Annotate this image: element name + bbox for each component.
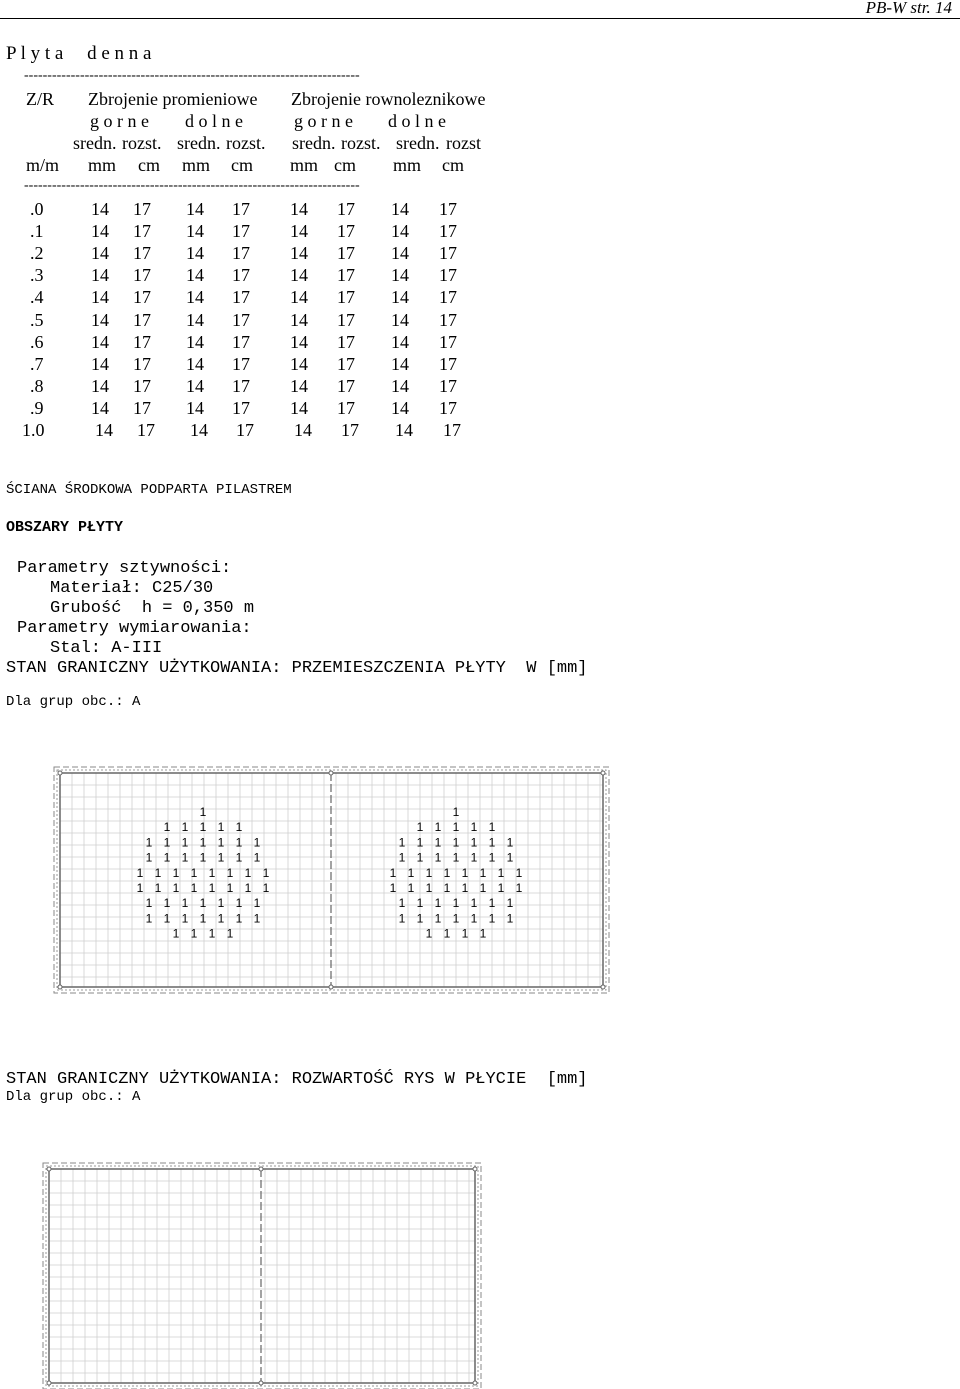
header-rule bbox=[0, 18, 960, 19]
table-cell: 17 bbox=[137, 420, 155, 440]
table-cell: 17 bbox=[133, 331, 151, 352]
plot-value-label: 1 bbox=[470, 896, 478, 911]
table-cell: 14 bbox=[290, 375, 308, 396]
table-cell: 14 bbox=[91, 331, 109, 352]
plot-value-label: 1 bbox=[470, 835, 478, 850]
table-cell: 17 bbox=[337, 199, 355, 219]
plot-value-label: 1 bbox=[163, 835, 171, 850]
table-cell: 14 bbox=[391, 221, 409, 242]
sub-label: sredn. bbox=[73, 133, 117, 153]
table-rule-top: ------------------------------------------------------------------------ bbox=[24, 68, 360, 83]
plot-value-label: 1 bbox=[452, 850, 460, 865]
plot-node bbox=[47, 1167, 51, 1171]
sub-label: sredn. bbox=[396, 133, 440, 153]
plot-value-label: 1 bbox=[488, 820, 496, 835]
table-cell: 14 bbox=[91, 309, 109, 330]
plot-value-label: 1 bbox=[190, 865, 198, 880]
table-cell: 17 bbox=[341, 420, 359, 440]
col-gorne-1: g o r n e bbox=[90, 111, 149, 131]
load-group: Dla grup obc.: A bbox=[6, 694, 141, 710]
unit-label: mm bbox=[88, 155, 117, 175]
plot-value-label: 1 bbox=[425, 926, 433, 941]
plot-value-label: 1 bbox=[181, 835, 189, 850]
plot-value-label: 1 bbox=[199, 911, 207, 926]
plot-value-label: 1 bbox=[244, 881, 252, 895]
table-cell: 14 bbox=[186, 243, 204, 264]
unit-label: cm bbox=[138, 155, 160, 175]
table-cell: 17 bbox=[439, 375, 457, 396]
plot-value-label: 1 bbox=[181, 911, 189, 926]
unit-label: cm bbox=[334, 155, 356, 175]
sub-label: rozst. bbox=[226, 133, 266, 153]
table-cell: 14 bbox=[186, 265, 204, 286]
table-cell: 14 bbox=[186, 353, 204, 374]
table-cell: 14 bbox=[91, 199, 109, 219]
table-cell: 17 bbox=[337, 243, 355, 264]
plot-value-label: 1 bbox=[443, 926, 451, 941]
sub-label: sredn. bbox=[292, 133, 336, 153]
table-cell: 14 bbox=[290, 243, 308, 264]
table-cell: 17 bbox=[337, 287, 355, 308]
table-row-label: .4 bbox=[30, 287, 44, 308]
table-cell: 17 bbox=[133, 287, 151, 308]
plot-value-label: 1 bbox=[172, 926, 180, 941]
plot-value-label: 1 bbox=[154, 881, 162, 895]
plot-value-label: 1 bbox=[416, 835, 424, 850]
table-cell: 17 bbox=[133, 397, 151, 418]
table-row-label: .7 bbox=[30, 353, 44, 374]
table-cell: 14 bbox=[391, 243, 409, 264]
plot-value-label: 1 bbox=[181, 896, 189, 911]
table-row-label: .3 bbox=[30, 265, 44, 286]
plot-value-label: 1 bbox=[253, 896, 261, 911]
table-row-label: .0 bbox=[30, 199, 44, 219]
plot-node bbox=[601, 771, 605, 775]
plot-value-label: 1 bbox=[262, 865, 270, 880]
plot-value-label: 1 bbox=[407, 881, 415, 895]
table-cell: 17 bbox=[232, 243, 250, 264]
plot-value-label: 1 bbox=[398, 911, 406, 926]
plot-frame bbox=[49, 1169, 475, 1383]
sub-label: rozst bbox=[446, 133, 481, 153]
plot-node bbox=[473, 1167, 477, 1171]
table-cell: 17 bbox=[133, 353, 151, 374]
plot-value-label: 1 bbox=[199, 820, 207, 835]
plot-value-label: 1 bbox=[235, 835, 243, 850]
load-group: Dla grup obc.: A bbox=[6, 1089, 141, 1105]
displacement-plot bbox=[40, 765, 620, 995]
section-title: P l y t a d e n n a bbox=[6, 43, 152, 64]
plot-value-label: 1 bbox=[479, 926, 487, 941]
plot-node bbox=[58, 985, 62, 989]
sgu-displacement-title: STAN GRANICZNY UŻYTKOWANIA: PRZEMIESZCZENIA PŁYTY W [mm] bbox=[6, 659, 588, 678]
plot-value-label: 1 bbox=[452, 911, 460, 926]
table-cell: 17 bbox=[439, 353, 457, 374]
plot-value-label: 1 bbox=[253, 850, 261, 865]
table-cell: 17 bbox=[232, 353, 250, 374]
table-row-label: .9 bbox=[30, 397, 44, 418]
table-cell: 14 bbox=[391, 375, 409, 396]
plot-value-label: 1 bbox=[163, 911, 171, 926]
table-cell: 14 bbox=[91, 243, 109, 264]
table-cell: 17 bbox=[133, 199, 151, 219]
plot-value-label: 1 bbox=[470, 911, 478, 926]
plot-node bbox=[58, 771, 62, 775]
plot-value-label: 1 bbox=[389, 881, 397, 895]
table-cell: 14 bbox=[391, 397, 409, 418]
table-cell: 14 bbox=[290, 331, 308, 352]
plot-value-label: 1 bbox=[208, 881, 216, 895]
col-zr: Z/R bbox=[26, 89, 55, 109]
plot-node bbox=[473, 1381, 477, 1385]
plot-node bbox=[329, 985, 333, 989]
plot-value-label: 1 bbox=[461, 926, 469, 941]
table-cell: 17 bbox=[133, 309, 151, 330]
plot-value-label: 1 bbox=[506, 911, 514, 926]
table-cell: 14 bbox=[391, 331, 409, 352]
table-cell: 14 bbox=[294, 420, 312, 440]
plot-value-label: 1 bbox=[217, 850, 225, 865]
plot-value-label: 1 bbox=[217, 911, 225, 926]
table-row-label: .8 bbox=[30, 375, 44, 396]
table-cell: 17 bbox=[232, 199, 250, 219]
table-cell: 17 bbox=[133, 221, 151, 242]
design-params: Parametry wymiarowania: bbox=[17, 619, 252, 638]
plot-value-label: 1 bbox=[199, 835, 207, 850]
plot-value-label: 1 bbox=[190, 926, 198, 941]
plot-value-label: 1 bbox=[479, 865, 487, 880]
table-cell: 17 bbox=[232, 375, 250, 396]
plot-value-label: 1 bbox=[506, 835, 514, 850]
table-cell: 14 bbox=[186, 199, 204, 219]
table-row-label: 1.0 bbox=[22, 420, 45, 440]
unit-label: m/m bbox=[26, 155, 60, 175]
plot-value-label: 1 bbox=[416, 820, 424, 835]
table-cell: 14 bbox=[186, 397, 204, 418]
plot-value-label: 1 bbox=[416, 911, 424, 926]
table-cell: 14 bbox=[91, 265, 109, 286]
plot-value-label: 1 bbox=[199, 896, 207, 911]
plot-value-label: 1 bbox=[398, 896, 406, 911]
table-cell: 14 bbox=[186, 375, 204, 396]
plot-value-label: 1 bbox=[145, 896, 153, 911]
table-cell: 14 bbox=[186, 309, 204, 330]
plot-value-label: 1 bbox=[226, 926, 234, 941]
table-cell: 14 bbox=[186, 331, 204, 352]
plot-value-label: 1 bbox=[443, 881, 451, 895]
plot-value-label: 1 bbox=[461, 865, 469, 880]
table-cell: 17 bbox=[232, 221, 250, 242]
plot-value-label: 1 bbox=[416, 896, 424, 911]
unit-label: cm bbox=[442, 155, 464, 175]
plot-value-label: 1 bbox=[199, 805, 207, 819]
plot-value-label: 1 bbox=[163, 850, 171, 865]
table-cell: 14 bbox=[95, 420, 113, 440]
table-row-label: .6 bbox=[30, 331, 44, 352]
plot-value-label: 1 bbox=[479, 881, 487, 895]
table-cell: 17 bbox=[439, 309, 457, 330]
plot-value-label: 1 bbox=[452, 896, 460, 911]
table-cell: 17 bbox=[133, 375, 151, 396]
thickness: Grubość h = 0,350 m bbox=[50, 599, 255, 618]
unit-label: mm bbox=[393, 155, 422, 175]
plot-value-label: 1 bbox=[488, 835, 496, 850]
plot-value-label: 1 bbox=[172, 865, 180, 880]
table-cell: 17 bbox=[439, 199, 457, 219]
sub-label: sredn. bbox=[177, 133, 221, 153]
plot-value-label: 1 bbox=[452, 820, 460, 835]
plot-value-label: 1 bbox=[253, 911, 261, 926]
plot-value-label: 1 bbox=[425, 881, 433, 895]
plot-value-label: 1 bbox=[506, 896, 514, 911]
table-cell: 14 bbox=[391, 199, 409, 219]
plot-value-label: 1 bbox=[235, 896, 243, 911]
material: Materiał: C25/30 bbox=[50, 579, 214, 598]
col-gorne-2: g o r n e bbox=[294, 111, 353, 131]
table-cell: 17 bbox=[337, 265, 355, 286]
table-cell: 17 bbox=[337, 375, 355, 396]
plot-value-label: 1 bbox=[470, 850, 478, 865]
plot-value-label: 1 bbox=[488, 850, 496, 865]
sub-label: rozst. bbox=[122, 133, 162, 153]
table-cell: 14 bbox=[190, 420, 208, 440]
plot-value-label: 1 bbox=[434, 911, 442, 926]
table-cell: 14 bbox=[290, 221, 308, 242]
table-cell: 14 bbox=[186, 221, 204, 242]
plot-value-label: 1 bbox=[235, 820, 243, 835]
steel: Stal: A-III bbox=[50, 639, 163, 658]
table-cell: 14 bbox=[290, 265, 308, 286]
plot-value-label: 1 bbox=[226, 865, 234, 880]
table-cell: 17 bbox=[337, 397, 355, 418]
table-cell: 17 bbox=[439, 265, 457, 286]
stiffness-params: Parametry sztywności: bbox=[17, 559, 232, 578]
table-cell: 17 bbox=[337, 221, 355, 242]
table-cell: 17 bbox=[133, 243, 151, 264]
plot-value-label: 1 bbox=[497, 865, 505, 880]
table-cell: 14 bbox=[91, 353, 109, 374]
table-cell: 14 bbox=[186, 287, 204, 308]
plot-value-label: 1 bbox=[488, 911, 496, 926]
plot-value-label: 1 bbox=[434, 850, 442, 865]
page-label: PB-W str. 14 bbox=[865, 0, 952, 17]
plot-value-label: 1 bbox=[136, 881, 144, 895]
areas-title: OBSZARY PŁYTY bbox=[6, 519, 124, 536]
unit-label: mm bbox=[290, 155, 319, 175]
table-cell: 17 bbox=[439, 221, 457, 242]
table-row-label: .5 bbox=[30, 309, 44, 330]
table-rule-bottom: ------------------------------------------------------------------------ bbox=[24, 178, 360, 193]
plot-node bbox=[259, 1167, 263, 1171]
col-rownoleznikowe: Zbrojenie rownoleznikowe bbox=[291, 89, 486, 109]
wall-title: ŚCIANA ŚRODKOWA PODPARTA PILASTREM bbox=[6, 482, 292, 498]
plot-node bbox=[329, 771, 333, 775]
plot-value-label: 1 bbox=[488, 896, 496, 911]
plot-value-label: 1 bbox=[443, 865, 451, 880]
plot-value-label: 1 bbox=[398, 850, 406, 865]
plot-value-label: 1 bbox=[217, 820, 225, 835]
plot-value-label: 1 bbox=[452, 835, 460, 850]
plot-value-label: 1 bbox=[181, 820, 189, 835]
plot-value-label: 1 bbox=[163, 820, 171, 835]
plot-value-label: 1 bbox=[190, 881, 198, 895]
plot-value-label: 1 bbox=[199, 850, 207, 865]
plot-value-label: 1 bbox=[425, 865, 433, 880]
table-cell: 17 bbox=[443, 420, 461, 440]
table-cell: 17 bbox=[439, 287, 457, 308]
plot-value-label: 1 bbox=[416, 850, 424, 865]
plot-value-label: 1 bbox=[145, 850, 153, 865]
plot-node bbox=[601, 985, 605, 989]
plot-value-label: 1 bbox=[217, 835, 225, 850]
table-cell: 14 bbox=[290, 309, 308, 330]
crack-width-plot bbox=[40, 1160, 485, 1389]
table-cell: 14 bbox=[91, 287, 109, 308]
plot-value-label: 1 bbox=[515, 865, 523, 880]
plot-node bbox=[259, 1381, 263, 1385]
plot-value-label: 1 bbox=[208, 926, 216, 941]
plot-value-label: 1 bbox=[235, 850, 243, 865]
table-cell: 17 bbox=[337, 309, 355, 330]
plot-edge-dotted bbox=[46, 1166, 478, 1386]
plot-value-label: 1 bbox=[217, 896, 225, 911]
plot-value-label: 1 bbox=[389, 865, 397, 880]
table-cell: 14 bbox=[290, 199, 308, 219]
table-cell: 17 bbox=[232, 309, 250, 330]
plot-value-label: 1 bbox=[452, 805, 460, 819]
table-cell: 14 bbox=[395, 420, 413, 440]
table-cell: 14 bbox=[91, 375, 109, 396]
plot-value-label: 1 bbox=[515, 881, 523, 895]
table-cell: 17 bbox=[236, 420, 254, 440]
plot-value-label: 1 bbox=[145, 835, 153, 850]
col-dolne-1: d o l n e bbox=[185, 111, 243, 131]
table-cell: 14 bbox=[91, 221, 109, 242]
table-cell: 14 bbox=[290, 397, 308, 418]
unit-label: cm bbox=[231, 155, 253, 175]
plot-value-label: 1 bbox=[434, 835, 442, 850]
plot-value-label: 1 bbox=[470, 820, 478, 835]
plot-value-label: 1 bbox=[497, 881, 505, 895]
table-cell: 17 bbox=[337, 353, 355, 374]
table-cell: 17 bbox=[439, 243, 457, 264]
table-cell: 14 bbox=[391, 265, 409, 286]
plot-value-label: 1 bbox=[244, 865, 252, 880]
table-cell: 17 bbox=[439, 331, 457, 352]
plot-value-label: 1 bbox=[407, 865, 415, 880]
plot-value-label: 1 bbox=[154, 865, 162, 880]
plot-value-label: 1 bbox=[136, 865, 144, 880]
plot-value-label: 1 bbox=[461, 881, 469, 895]
plot-value-label: 1 bbox=[434, 896, 442, 911]
plot-value-label: 1 bbox=[208, 865, 216, 880]
plot-value-label: 1 bbox=[506, 850, 514, 865]
plot-value-label: 1 bbox=[262, 881, 270, 895]
table-cell: 17 bbox=[337, 331, 355, 352]
plot-value-label: 1 bbox=[434, 820, 442, 835]
table-cell: 14 bbox=[391, 353, 409, 374]
col-dolne-2: d o l n e bbox=[388, 111, 446, 131]
sgu-crack-title: STAN GRANICZNY UŻYTKOWANIA: ROZWARTOŚĆ RYS W PŁYCIE [mm] bbox=[6, 1070, 588, 1089]
table-cell: 14 bbox=[290, 287, 308, 308]
table-cell: 17 bbox=[133, 265, 151, 286]
table-cell: 17 bbox=[232, 287, 250, 308]
plot-value-label: 1 bbox=[398, 835, 406, 850]
unit-label: mm bbox=[182, 155, 211, 175]
table-cell: 17 bbox=[232, 331, 250, 352]
plot-value-label: 1 bbox=[145, 911, 153, 926]
table-cell: 17 bbox=[232, 397, 250, 418]
plot-value-label: 1 bbox=[181, 850, 189, 865]
col-promieniowe: Zbrojenie promieniowe bbox=[88, 89, 258, 109]
plot-value-label: 1 bbox=[172, 881, 180, 895]
table-cell: 17 bbox=[232, 265, 250, 286]
plot-value-label: 1 bbox=[253, 835, 261, 850]
sub-label: rozst. bbox=[341, 133, 381, 153]
plot-value-label: 1 bbox=[235, 911, 243, 926]
plot-node bbox=[47, 1381, 51, 1385]
table-row-label: .1 bbox=[30, 221, 44, 242]
table-cell: 17 bbox=[439, 397, 457, 418]
table-cell: 14 bbox=[391, 309, 409, 330]
table-row-label: .2 bbox=[30, 243, 44, 264]
table-cell: 14 bbox=[290, 353, 308, 374]
table-cell: 14 bbox=[91, 397, 109, 418]
table-cell: 14 bbox=[391, 287, 409, 308]
plot-value-label: 1 bbox=[163, 896, 171, 911]
plot-value-label: 1 bbox=[226, 881, 234, 895]
